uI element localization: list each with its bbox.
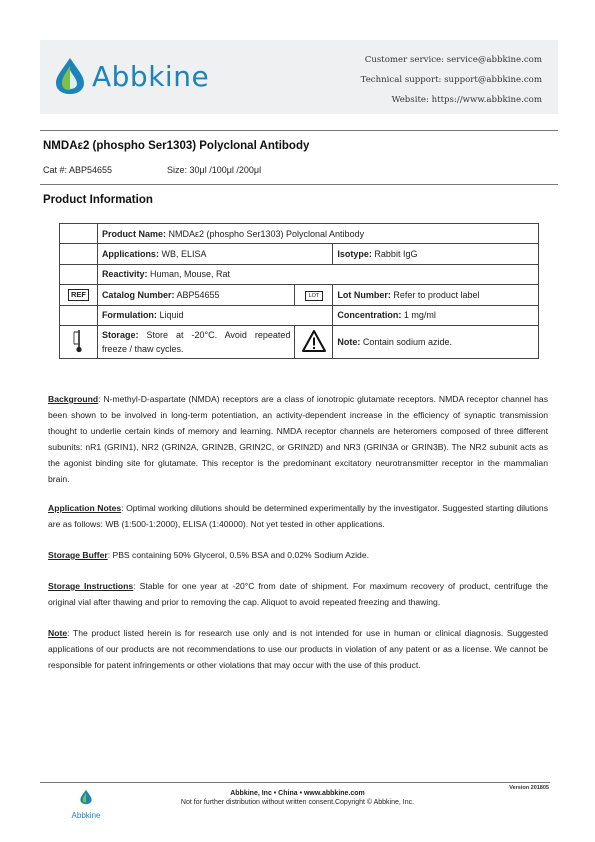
technical-support-line: Technical support: support@abbkine.com bbox=[360, 75, 542, 85]
note-cell: Note: Contain sodium azide. bbox=[333, 325, 539, 358]
product-name-cell: Product Name: NMDAε2 (phospho Ser1303) Polyclonal Antibody bbox=[97, 224, 538, 244]
note-paragraph: Note: The product listed herein is for research use only and is not intended for use in human or clinical diagnosis. Suggested applications of our products are not recommendations to use our products in violation of any patent or as a license. We cannot be responsible for patent infringements or other violations that may occur with the use of this product. bbox=[48, 628, 548, 670]
background-paragraph: Background: N-methyl-D-aspartate (NMDA) receptors are a class of ionotropic glutamate receptors. NMDA receptor channel has been shown to be involved in long-term potentiation, an activity-dependent increase in the efficiency of synaptic transmission thought to underlie certain kinds of memory and learning. NMDA receptor channels are heteromers composed of three different subunits: nR1 (GRIN1), NR2 (GRIN2A, GRIN2B, GRIN2C, or GRIN2D) and NR3 (GRIN3A or GRIN3B). The NR2 subunit acts as the agonist binding site for glutamate. This receptor is the predominant excitatory neurotransmitter receptor in the mammalian brain. bbox=[48, 394, 548, 484]
formulation-cell: Formulation: Liquid bbox=[97, 305, 332, 325]
application-notes-paragraph: Application Notes: Optimal working dilutions should be determined experimentally by the investigator. Suggested starting dilutions are as follows: WB (1:500-1:2000), ELISA (1:40000). Not yet tested in other applications. bbox=[48, 503, 548, 529]
footer-company-line: Abbkine, Inc • China • www.abbkine.com bbox=[230, 790, 365, 797]
applications-cell: Applications: WB, ELISA bbox=[97, 244, 332, 264]
isotype-cell: Isotype: Rabbit IgG bbox=[333, 244, 539, 264]
version-label: Version 201805 bbox=[509, 785, 549, 791]
product-info-table bbox=[59, 223, 539, 359]
ref-symbol-icon: REF bbox=[68, 289, 89, 301]
footer-logo-text: Abbkine bbox=[71, 811, 101, 820]
thermometer-icon bbox=[70, 328, 86, 354]
table-row bbox=[60, 305, 539, 325]
reactivity-cell: Reactivity: Human, Mouse, Rat bbox=[97, 264, 538, 284]
table-row bbox=[60, 244, 539, 264]
footer-divider bbox=[40, 782, 550, 783]
concentration-cell: Concentration: 1 mg/ml bbox=[333, 305, 539, 325]
droplet-logo-icon bbox=[52, 56, 88, 96]
divider bbox=[40, 130, 558, 131]
logo-text: Abbkine bbox=[92, 59, 210, 93]
product-info-heading: Product Information bbox=[43, 194, 153, 206]
catalog-number-cell: Catalog Number: ABP54655 bbox=[97, 285, 295, 305]
storage-buffer-paragraph: Storage Buffer: PBS containing 50% Glycerol, 0.5% BSA and 0.02% Sodium Azide. bbox=[48, 550, 369, 560]
table-row bbox=[60, 325, 539, 358]
divider bbox=[40, 184, 558, 185]
table-row bbox=[60, 264, 539, 284]
footer-copyright-line: Not for further distribution without written consent.Copyright © Abbkine, Inc. bbox=[180, 799, 415, 806]
abbkine-logo bbox=[52, 54, 209, 98]
warning-icon bbox=[301, 329, 327, 353]
header-banner bbox=[40, 40, 558, 114]
catalog-number: Cat #: ABP54655 bbox=[43, 165, 113, 175]
customer-service-line: Customer service: service@abbkine.com bbox=[364, 55, 542, 65]
contact-info bbox=[361, 50, 542, 110]
lot-number-cell: Lot Number: Refer to product label bbox=[333, 285, 539, 305]
storage-instructions-paragraph: Storage Instructions: Stable for one year at -20°C from date of shipment. For maximum recovery of product, centrifuge the original vial after thawing and prior to removing the cap. Aliquot to avoid repeated freezing and thawing. bbox=[48, 581, 548, 607]
table-row bbox=[60, 224, 539, 244]
lot-symbol-icon: LOT bbox=[305, 291, 324, 301]
website-line: Website: https://www.abbkine.com bbox=[391, 95, 542, 105]
table-row bbox=[60, 285, 539, 305]
size-info: Size: 30μl /100μl /200μl bbox=[167, 165, 262, 175]
storage-cell: Storage: Store at -20°C. Avoid repeated freeze / thaw cycles. bbox=[97, 325, 295, 358]
product-title: NMDAε2 (phospho Ser1303) Polyclonal Antibody bbox=[43, 140, 310, 152]
catalog-line bbox=[43, 165, 262, 175]
